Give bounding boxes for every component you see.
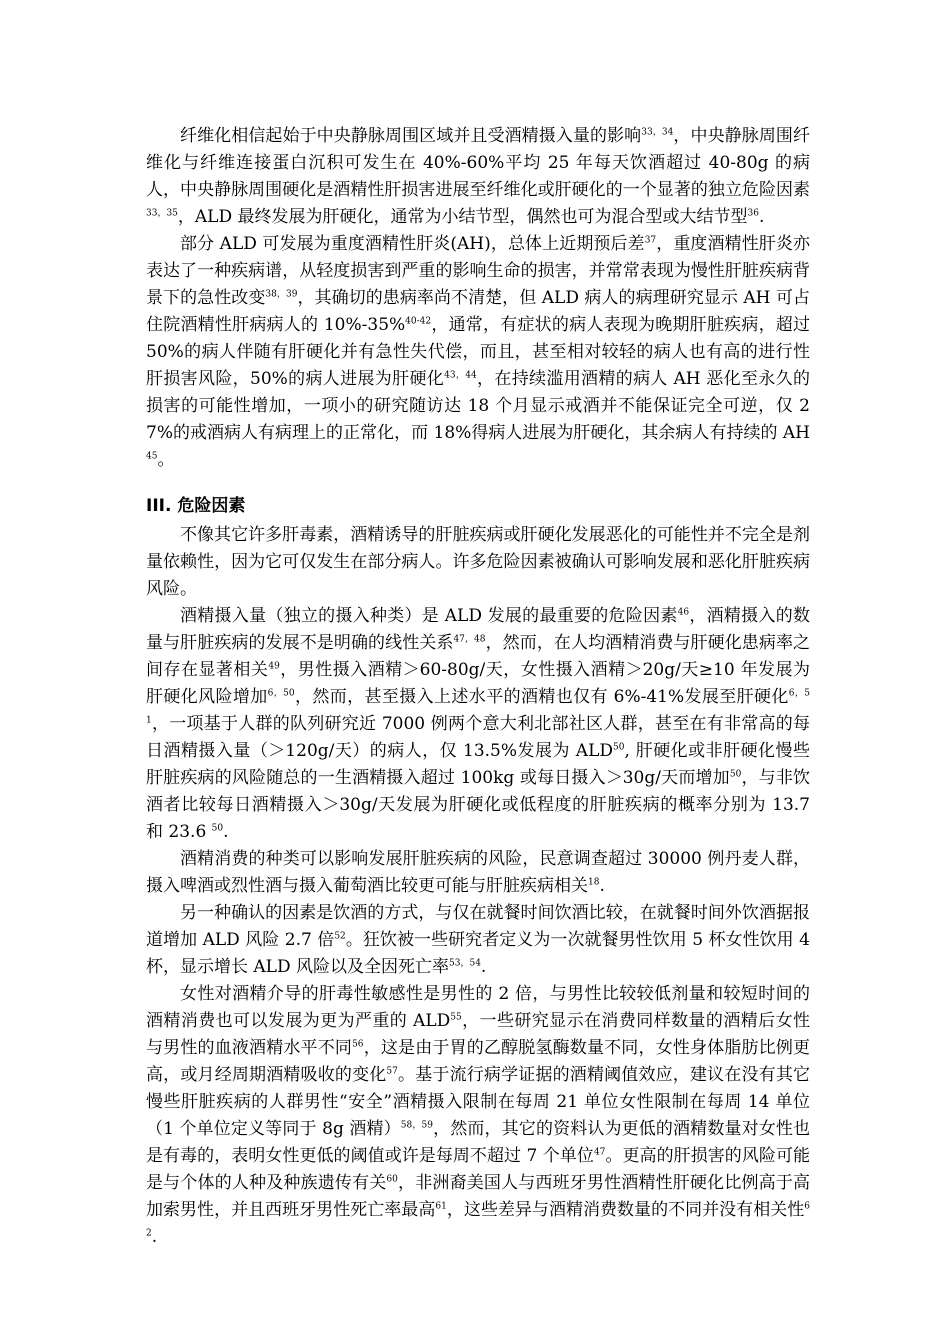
citation-superscript: 58，59 — [400, 1120, 433, 1131]
text-run: 纤维化相信起始于中央静脉周围区域并且受酒精摄入量的影响 — [180, 126, 642, 146]
citation-superscript: 53，54 — [449, 958, 481, 969]
citation-superscript: 56 — [352, 1039, 364, 1050]
text-run: ，然而，甚至摄入上述水平的酒精也仅有 6%-41%发展至肝硬化 — [294, 687, 789, 707]
text-run: 。 — [157, 450, 175, 470]
intro-paragraphs — [146, 123, 810, 474]
citation-superscript: 50 — [613, 742, 625, 753]
text-run: ，与非饮酒者比较每日酒精摄入＞30g/天发展为肝硬化或低程度的肝脏疾病的概率分别为 13.7 和 23.6 — [146, 768, 811, 842]
text-run: . — [758, 207, 765, 227]
citation-superscript: 50 — [729, 769, 742, 780]
citation-superscript: 38，39 — [265, 289, 298, 300]
paragraph — [146, 846, 810, 900]
citation-superscript: 40-42 — [405, 316, 432, 327]
paragraph — [146, 123, 810, 231]
text-run: 。基于流行病学证据的酒精阈值效应，建议在没有其它慢些肝脏疾病的人群男性“安全”酒精摄入限制在每周 21 单位女性限制在每周 14 单位（1 个单位定义等同于 8g 酒精） — [146, 1065, 811, 1139]
text-run: ，然而，在人均酒精消费与肝硬化患病率之间存在显著相关 — [146, 633, 811, 680]
text-run: 酒精消费的种类可以影响发展肝脏疾病的风险，民意调查超过 30000 例丹麦人群，摄入啤酒或烈性酒与摄入葡萄酒比较更可能与肝脏疾病相关 — [146, 849, 810, 896]
text-run: . — [151, 1227, 158, 1247]
citation-superscript: 36 — [747, 208, 759, 219]
text-run: 。更高的肝损害的风险可能是与个体的人种及种族遗传有关 — [146, 1146, 810, 1193]
text-run: 酒精摄入量（独立的摄入种类）是 ALD 发展的最重要的危险因素 — [180, 606, 678, 626]
citation-superscript: 43，44 — [444, 370, 477, 381]
text-run: ，一项基于人群的队列研究近 7000 例两个意大利北部社区人群，甚至在有非常高的每日酒精摄入量（＞120g/天）的病人，仅 13.5%发展为 ALD — [146, 714, 810, 761]
text-run: . — [480, 957, 487, 977]
text-run: ，这些差异与酒精消费数量的不同并没有相关性 — [446, 1200, 805, 1220]
paragraph — [146, 231, 810, 474]
section-heading: III. 危险因素 — [146, 496, 246, 516]
text-run: 不像其它许多肝毒素，酒精诱导的肝脏疾病或肝硬化发展恶化的可能性并不完全是剂量依赖性，因为它可仅发生在部分病人。许多危险因素被确认可影响发展和恶化肝脏疾病风险。 — [146, 525, 810, 599]
text-run: ，在持续滥用酒精的病人 AH 恶化至永久的损害的可能性增加，一项小的研究随访达 18 个月显示戒酒并不能保证完全可逆，仅 27%的戒酒病人有病理上的正常化，而 18%得病人进展为肝硬化，其余病人有持续的 AH — [146, 369, 810, 443]
citation-superscript: 57 — [386, 1066, 398, 1077]
text-run: ，通常，有症状的病人表现为晚期肝脏疾病，超过 50%的病人伴随有肝硬化并有急性失代偿，而且，甚至相对较轻的病人也有高的进行性肝损害风险，50%的病人进展为肝硬化 — [146, 315, 811, 389]
text-run: ，酒精摄入的数量与肝脏疾病的发展不是明确的线性关系 — [146, 606, 811, 653]
citation-superscript: 50 — [211, 823, 224, 834]
text-run: 部分 ALD 可发展为重度酒精性肝炎(AH)，总体上近期预后差 — [180, 234, 645, 254]
citation-superscript: 46 — [677, 607, 690, 618]
paragraph — [146, 603, 810, 846]
paragraph — [146, 900, 810, 981]
section-body — [146, 522, 810, 1251]
citation-superscript: 61 — [435, 1201, 447, 1212]
text-run: . — [223, 822, 229, 842]
text-run: ，一些研究显示在消费同样数量的酒精后女性与男性的血液酒精水平不同 — [146, 1011, 811, 1058]
paragraph — [146, 522, 810, 603]
citation-superscript: 52 — [334, 931, 346, 942]
citation-superscript: 55 — [450, 1012, 462, 1023]
text-run: 。狂饮被一些研究者定义为一次就餐男性饮用 5 杯女性饮用 4 杯，显示增长 ALD 风险以及全因死亡率 — [146, 930, 810, 977]
text-run: ，这是由于胃的乙醇脱氢酶数量不同，女性身体脂肪比例更高，或月经周期酒精吸收的变化 — [146, 1038, 811, 1085]
citation-superscript: 47，48 — [453, 634, 486, 645]
citation-superscript: 62 — [146, 1201, 811, 1239]
text-run: ，然而，其它的资料认为更低的酒精数量对女性也是有毒的，表明女性更低的阈值或许是每周不超过 7 个单位 — [146, 1119, 811, 1166]
citation-superscript: 6，51 — [146, 688, 811, 726]
text-run: ，ALD 最终发展为肝硬化，通常为小结节型，偶然也可为混合型或大结节型 — [177, 207, 748, 227]
citation-superscript: 6，50 — [267, 688, 295, 699]
citation-superscript: 33，35 — [146, 208, 178, 219]
citation-superscript: 49 — [268, 661, 280, 672]
citation-superscript: 18 — [588, 877, 600, 888]
text-run: ，男性摄入酒精＞60-80g/天，女性摄入酒精＞20g/天≥10 年发展为肝硬化风险增加 — [146, 660, 811, 707]
text-run: , 肝硬化或非肝硬化慢些肝脏疾病的风险随总的一生酒精摄入超过 100kg 或每日摄入＞30g/天而增加 — [146, 741, 810, 788]
text-run: 另一种确认的因素是饮酒的方式，与仅在就餐时间饮酒比较，在就餐时间外饮酒据报道增加 ALD 风险 2.7 倍 — [146, 903, 810, 950]
text-run: ，非洲裔美国人与西班牙男性酒精性肝硬化比例高于高加索男性，并且西班牙男性死亡率最高 — [146, 1173, 811, 1220]
citation-superscript: 37 — [644, 235, 657, 246]
paragraph — [146, 981, 810, 1251]
citation-superscript: 47 — [593, 1147, 606, 1158]
text-run: 女性对酒精介导的肝毒性敏感性是男性的 2 倍，与男性比较较低剂量和较短时间的酒精消费也可以发展为更为严重的 ALD — [146, 984, 810, 1031]
text-run: . — [599, 876, 605, 896]
citation-superscript: 33，34 — [641, 127, 674, 138]
text-run: ，其确切的患病率尚不清楚，但 ALD 病人的病理研究显示 AH 可占住院酒精性肝病病人的 10%-35% — [146, 288, 811, 335]
text-run: ，中央静脉周围纤维化与纤维连接蛋白沉积可发生在 40%-60%平均 25 年每天饮酒超过 40-80g 的病人，中央静脉周围硬化是酒精性肝损害进展至纤维化或肝硬化的一个显著的独立危险因素 — [146, 126, 811, 200]
citation-superscript: 45 — [146, 451, 158, 462]
text-run: ，重度酒精性肝炎亦表达了一种疾病谱，从轻度损害到严重的影响生命的损害，并常常表现为慢性肝脏疾病背景下的急性改变 — [146, 234, 810, 308]
citation-superscript: 60 — [386, 1174, 398, 1185]
